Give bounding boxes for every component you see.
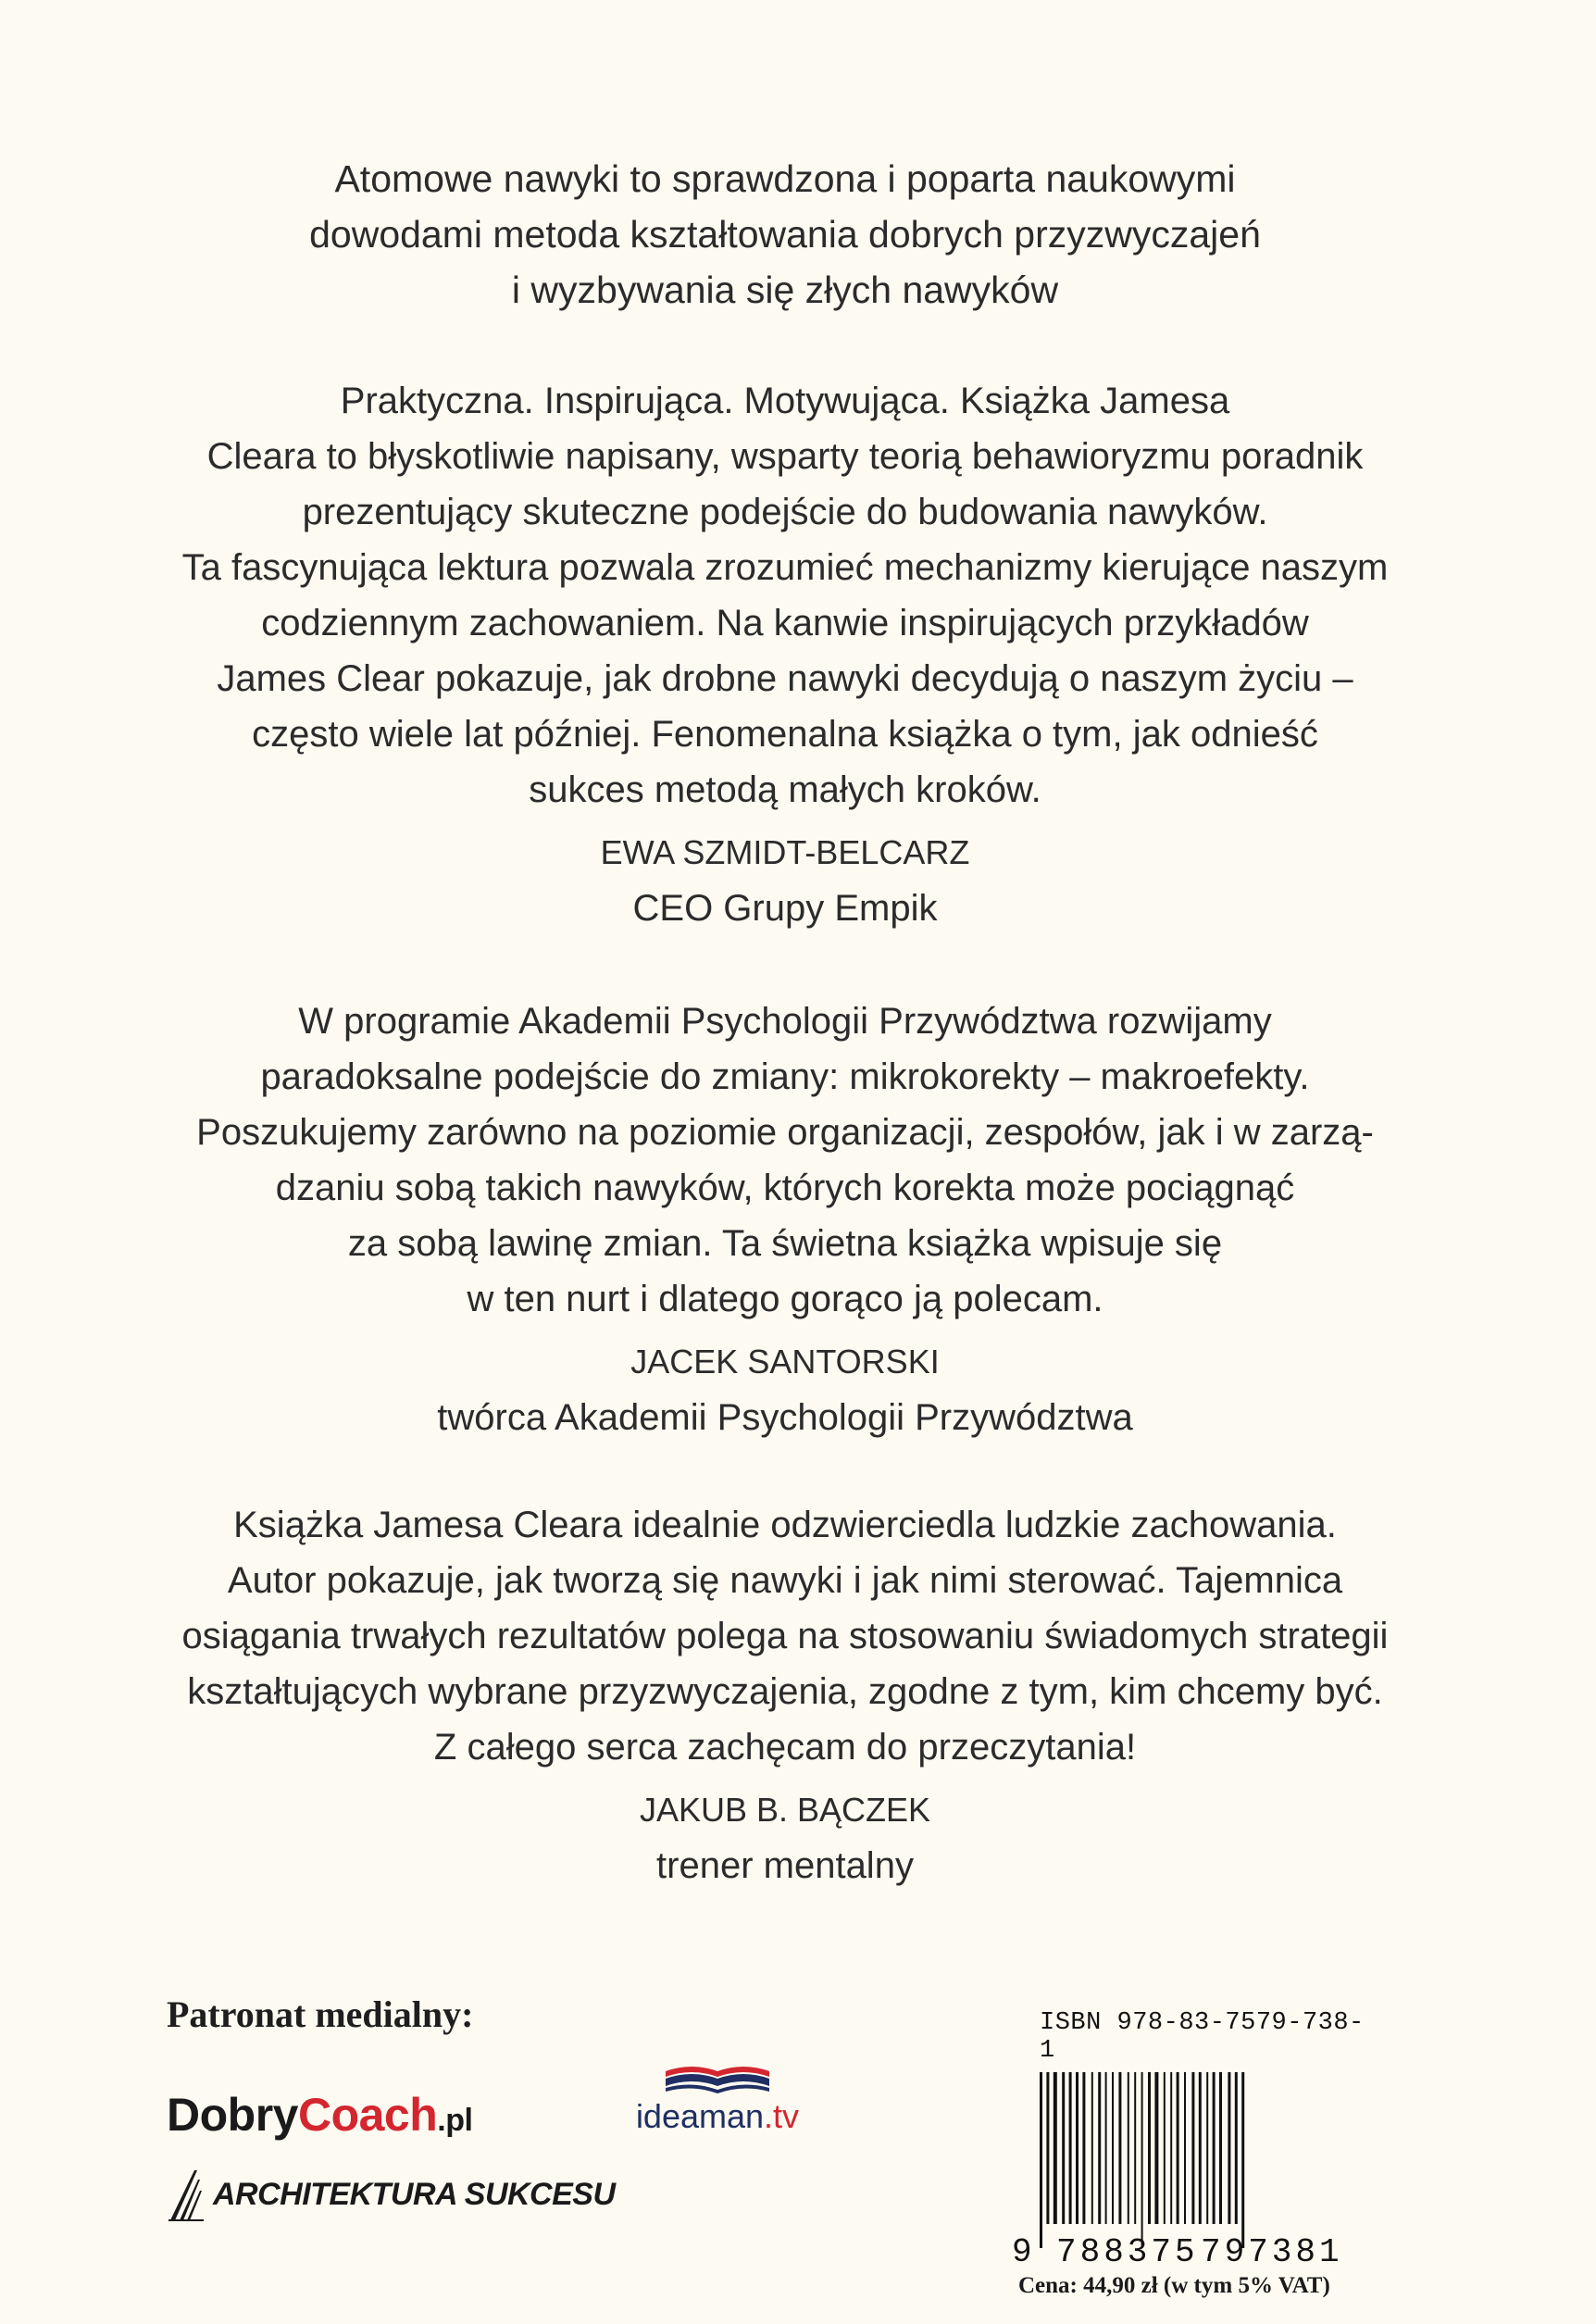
quote-line: sukces metodą małych kroków. bbox=[529, 769, 1041, 810]
quote-line: Ta fascynująca lektura pozwala zrozumieć mechanizmy kierujące naszym bbox=[181, 547, 1389, 588]
ideaman-logo-text: .tv bbox=[764, 2097, 800, 2135]
dobrycoach-logo-part: Coach bbox=[297, 2089, 438, 2141]
quote-author-role: trener mentalny bbox=[656, 1845, 914, 1886]
dobrycoach-logo-part: Dobry bbox=[167, 2089, 298, 2141]
barcode-bar bbox=[1062, 2072, 1065, 2224]
price-label: Cena: 44,90 zł (w tym 5% VAT) bbox=[1018, 2273, 1330, 2298]
barcode-bar bbox=[1213, 2072, 1216, 2224]
barcode-bar bbox=[1206, 2072, 1208, 2224]
barcode-bar bbox=[1098, 2072, 1101, 2224]
quote-line: dzaniu sobą takich nawyków, których korekta może pociągnąć bbox=[275, 1168, 1295, 1208]
barcode-bar bbox=[1228, 2072, 1230, 2224]
ideaman-logo bbox=[611, 2060, 824, 2136]
barcode-bar bbox=[1076, 2072, 1079, 2224]
barcode-bar bbox=[1177, 2072, 1179, 2224]
barcode-bar bbox=[1219, 2072, 1222, 2224]
isbn-label: ISBN 978-83-7579-738-1 bbox=[1040, 2009, 1365, 2065]
barcode-bar bbox=[1199, 2072, 1202, 2224]
quote-jacek-santorski bbox=[167, 993, 1403, 1445]
barcode-bar bbox=[1054, 2072, 1057, 2224]
barcode-bar bbox=[1069, 2072, 1072, 2224]
barcode-bar bbox=[1128, 2072, 1129, 2224]
intro-text bbox=[167, 151, 1403, 318]
barcode-bar bbox=[1091, 2072, 1093, 2224]
quote-line: Autor pokazuje, jak tworzą się nawyki i jak nimi sterować. Tajemnica bbox=[227, 1560, 1343, 1601]
quote-line: W programie Akademii Psychologii Przywództwa rozwijamy bbox=[298, 1001, 1272, 1042]
quote-line: za sobą lawinę zmian. Ta świetna książka wpisuje się bbox=[347, 1223, 1223, 1264]
barcode-bar bbox=[1112, 2072, 1114, 2224]
architektura-sukcesu-text: ARCHITEKTURA SUKCESU bbox=[213, 2176, 616, 2212]
quote-author: JACEK SANTORSKI bbox=[630, 1343, 940, 1381]
intro-line: Atomowe nawyki to sprawdzona i poparta naukowymi bbox=[334, 157, 1236, 200]
isbn-barcode-block bbox=[1004, 2009, 1365, 2268]
ideaman-logo-text: ideaman bbox=[635, 2097, 765, 2135]
quote-line: w ten nurt i dlatego gorąco ją polecam. bbox=[467, 1279, 1103, 1319]
quote-line: Książka Jamesa Cleara idealnie odzwierciedla ludzkie zachowania. bbox=[233, 1505, 1337, 1545]
barcode-digits-left: 788375 bbox=[1056, 2233, 1199, 2268]
quote-line: paradoksalne podejście do zmiany: mikrokorekty – makroefekty. bbox=[260, 1056, 1310, 1097]
isbn-barcode bbox=[1004, 2068, 1365, 2268]
barcode-bar bbox=[1191, 2072, 1194, 2224]
quote-author: EWA SZMIDT-BELCARZ bbox=[600, 833, 970, 871]
architektura-sukcesu-logo bbox=[167, 2167, 616, 2222]
quote-line: prezentujący skuteczne podejście do budowania nawyków. bbox=[302, 492, 1268, 532]
quote-line: James Clear pokazuje, jak drobne nawyki decydują o naszym życiu – bbox=[217, 658, 1353, 699]
barcode-bar bbox=[1082, 2072, 1085, 2224]
barcode-bar bbox=[1040, 2072, 1042, 2248]
barcode-bar bbox=[1235, 2072, 1238, 2224]
quote-author: JAKUB B. BĄCZEK bbox=[639, 1791, 931, 1829]
quote-jakub-baczek bbox=[167, 1497, 1403, 1893]
architektura-sukcesu-mark-icon bbox=[167, 2167, 207, 2222]
barcode-bar bbox=[1164, 2072, 1166, 2224]
barcode-bar bbox=[1241, 2072, 1244, 2248]
quote-ewa-szmidt-belcarz bbox=[167, 373, 1403, 936]
barcode-bar bbox=[1141, 2072, 1143, 2248]
open-book-icon bbox=[662, 2060, 773, 2095]
barcode-bar bbox=[1148, 2072, 1151, 2224]
quote-author-role: CEO Grupy Empik bbox=[632, 888, 938, 929]
media-patronage-label: Patronat medialny: bbox=[167, 1993, 474, 2035]
quote-line: Z całego serca zachęcam do przeczytania! bbox=[433, 1727, 1137, 1768]
quote-line: osiągania trwałych rezultatów polega na stosowaniu świadomych strategii bbox=[181, 1616, 1389, 1656]
quote-line: kształtujących wybrane przyzwyczajenia, zgodne z tym, kim chcemy być. bbox=[187, 1671, 1383, 1712]
quote-line: codziennym zachowaniem. Na kanwie inspirujących przykładów bbox=[261, 603, 1309, 643]
barcode-digits-right: 797381 bbox=[1201, 2233, 1343, 2268]
barcode-bar bbox=[1170, 2072, 1172, 2224]
dobrycoach-logo-part: .pl bbox=[437, 2103, 473, 2138]
barcode-bar bbox=[1184, 2072, 1186, 2224]
barcode-bar bbox=[1118, 2072, 1121, 2224]
quote-line: często wiele lat później. Fenomenalna książka o tym, jak odnieść bbox=[252, 714, 1318, 755]
quote-line: Poszukujemy zarówno na poziomie organizacji, zespołów, jak i w zarzą- bbox=[196, 1112, 1374, 1153]
intro-line: i wyzbywania się złych nawyków bbox=[511, 269, 1059, 311]
barcode-bar bbox=[1105, 2072, 1107, 2224]
dobrycoach-logo bbox=[167, 2088, 472, 2142]
quote-line: Cleara to błyskotliwie napisany, wsparty teorią behawioryzmu poradnik bbox=[206, 436, 1364, 477]
intro-line: dowodami metoda kształtowania dobrych przyzwyczajeń bbox=[309, 213, 1261, 256]
barcode-bar bbox=[1046, 2072, 1049, 2224]
quote-author-role: twórca Akademii Psychologii Przywództwa bbox=[437, 1397, 1133, 1438]
quote-line: Praktyczna. Inspirująca. Motywująca. Książka Jamesa bbox=[340, 381, 1230, 421]
barcode-digit-first: 9 bbox=[1012, 2233, 1032, 2268]
barcode-bar bbox=[1134, 2072, 1136, 2224]
barcode-bar bbox=[1154, 2072, 1158, 2224]
